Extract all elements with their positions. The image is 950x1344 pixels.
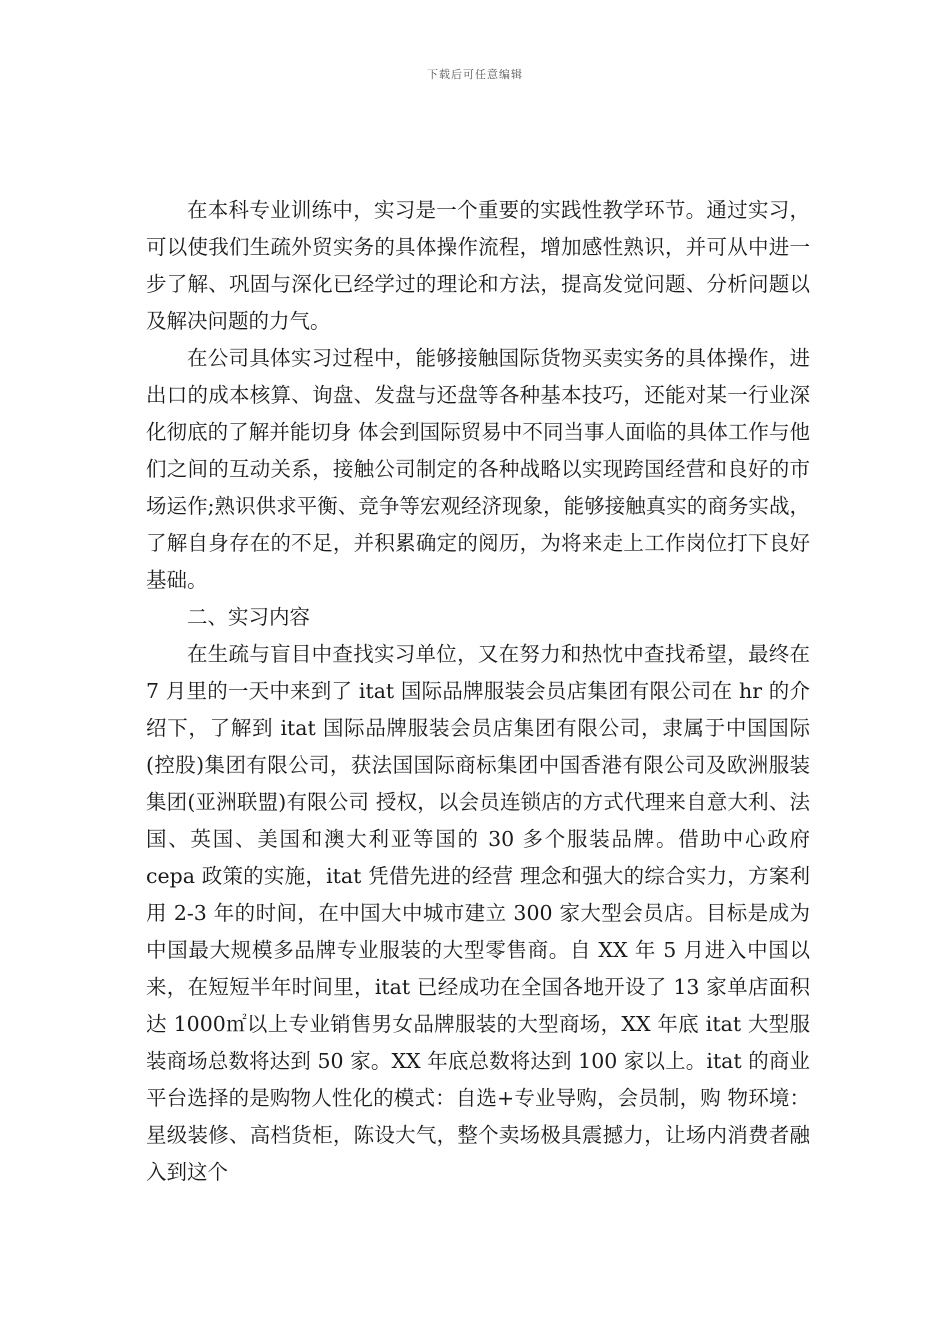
section-heading-internship-content: 二、实习内容 [187,605,310,629]
paragraph-internship-significance: 在本科专业训练中，实习是一个重要的实践性教学环节。通过实习，可以使我们生疏外贸实务的具体操作流程，增加感性熟识，并可从中进一步了解、巩固与深化已经学过的理论和方法，提高发觉问题、分析问题以及解决问题的力气。 [146,198,810,333]
paragraph-internship-process: 在公司具体实习过程中，能够接触国际货物买卖实务的具体操作，进出口的成本核算、询盘、发盘与还盘等各种基本技巧，还能对某一行业深化彻底的了解并能切身 体会到国际贸易中不同当事人面临的具体工作与他们之间的互动关系，接触公司制定的各种战略以实现跨国经营和良好的市场运作;熟识供求平衡、竞争等宏观经济现象，能够接触真实的商务实战，了解自身存在的不足，并积累确定的阅历，为将来走上工作岗位打下良好基础。 [146,346,810,592]
paragraph-company-intro: 在生疏与盲目中查找实习单位，又在努力和热忱中查找希望，最终在 7 月里的一天中来到了 itat 国际品牌服装会员店集团有限公司在 hr 的介绍下，了解到 itat 国际品牌服装会员店集团有限公司，隶属于中国国际(控股)集团有限公司，获法国国际商标集团中国香港有限公司及欧洲服装集团(亚洲联盟)有限公司 授权，以会员连锁店的方式代理来自意大利、法国、英国、美国和澳大利亚等国的 30 多个服装品牌。借助中心政府 cepa 政策的实施，itat 凭借先进的经营 理念和强大的综合实力，方案利用 2-3 年的时间，在中国大中城市建立 300 家大型会员店。目标是成为中国最大规模多品牌专业服装的大型零售商。自 XX 年 5 月进入中国以来，在短短半年时间里，itat 已经成功在全国各地开设了 13 家单店面积达 1000㎡以上专业销售男女品牌服装的大型商场，XX 年底 itat 大型服装商场总数将达到 50 家。XX 年底总数将达到 100 家以上。itat 的商业平台选择的是购物人性化的模式：自选+专业导购，会员制，购 物环境：星级装修、高档货柜，陈设大气，整个卖场极具震撼力，让场内消费者融入到这个 [146,642,810,1184]
document-body [146,192,810,1191]
header-note: 下载后可任意编辑 [427,68,523,81]
